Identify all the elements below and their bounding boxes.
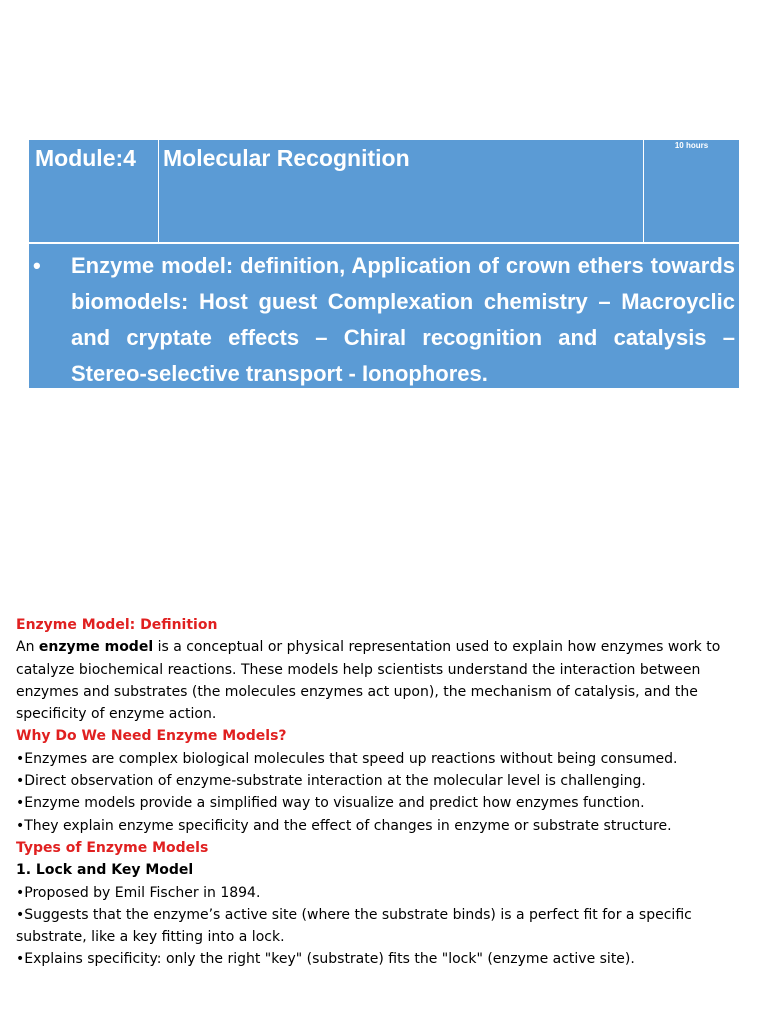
lock-key-point: •Proposed by Emil Fischer in 1894. [16,884,261,901]
definition-body: is a conceptual or physical representation used to explain how enzymes work to catalyze biochemical reactions. These models help scientists understand the interaction between enzymes and substrates (the molecules enzymes act upon), the mechanism of catalysis, and the specificity of enzyme action. [16,639,721,723]
definition-term: enzyme model [38,639,154,656]
module-number-cell [29,140,159,244]
module-title: Molecular Recognition [163,145,410,171]
why-point: •Direct observation of enzyme-substrate interaction at the molecular level is challenging. [16,773,646,790]
module-table [29,140,739,388]
why-heading: Why Do We Need Enzyme Models? [16,728,287,745]
lock-key-point: •Suggests that the enzyme’s active site (where the substrate binds) is a perfect fit for a specific substrate, like a key fitting into a lock. [16,906,692,946]
enzyme-notes [16,614,760,971]
definition-heading: Enzyme Model: Definition [16,617,218,633]
module-hours-cell [644,140,739,244]
why-point: •Enzyme models provide a simplified way to visualize and predict how enzymes function. [16,795,645,812]
definition-paragraph [16,636,760,725]
module-number: Module:4 [35,145,136,171]
bullet-icon: • [33,253,41,278]
module-topics-cell [29,244,739,388]
why-point: •They explain enzyme specificity and the effect of changes in enzyme or substrate structure. [16,817,672,834]
why-point: •Enzymes are complex biological molecules that speed up reactions without being consumed. [16,750,678,767]
module-title-cell [159,140,644,244]
lock-key-point: •Explains specificity: only the right "key" (substrate) fits the "lock" (enzyme active site). [16,951,635,968]
types-heading: Types of Enzyme Models [16,839,209,856]
module-hours: 10 hours [674,141,709,150]
module-topics-text: Enzyme model: definition, Application of crown ethers towards biomodels: Host guest Complexation chemistry – Macroyclic and cryptate effects – Chiral recognition and catalysis – Stereo-selective transport - Ionophores. [71,253,735,386]
topics-bullet-item [33,248,735,392]
definition-prefix: An [16,639,39,656]
lock-key-heading: 1. Lock and Key Model [16,862,194,879]
